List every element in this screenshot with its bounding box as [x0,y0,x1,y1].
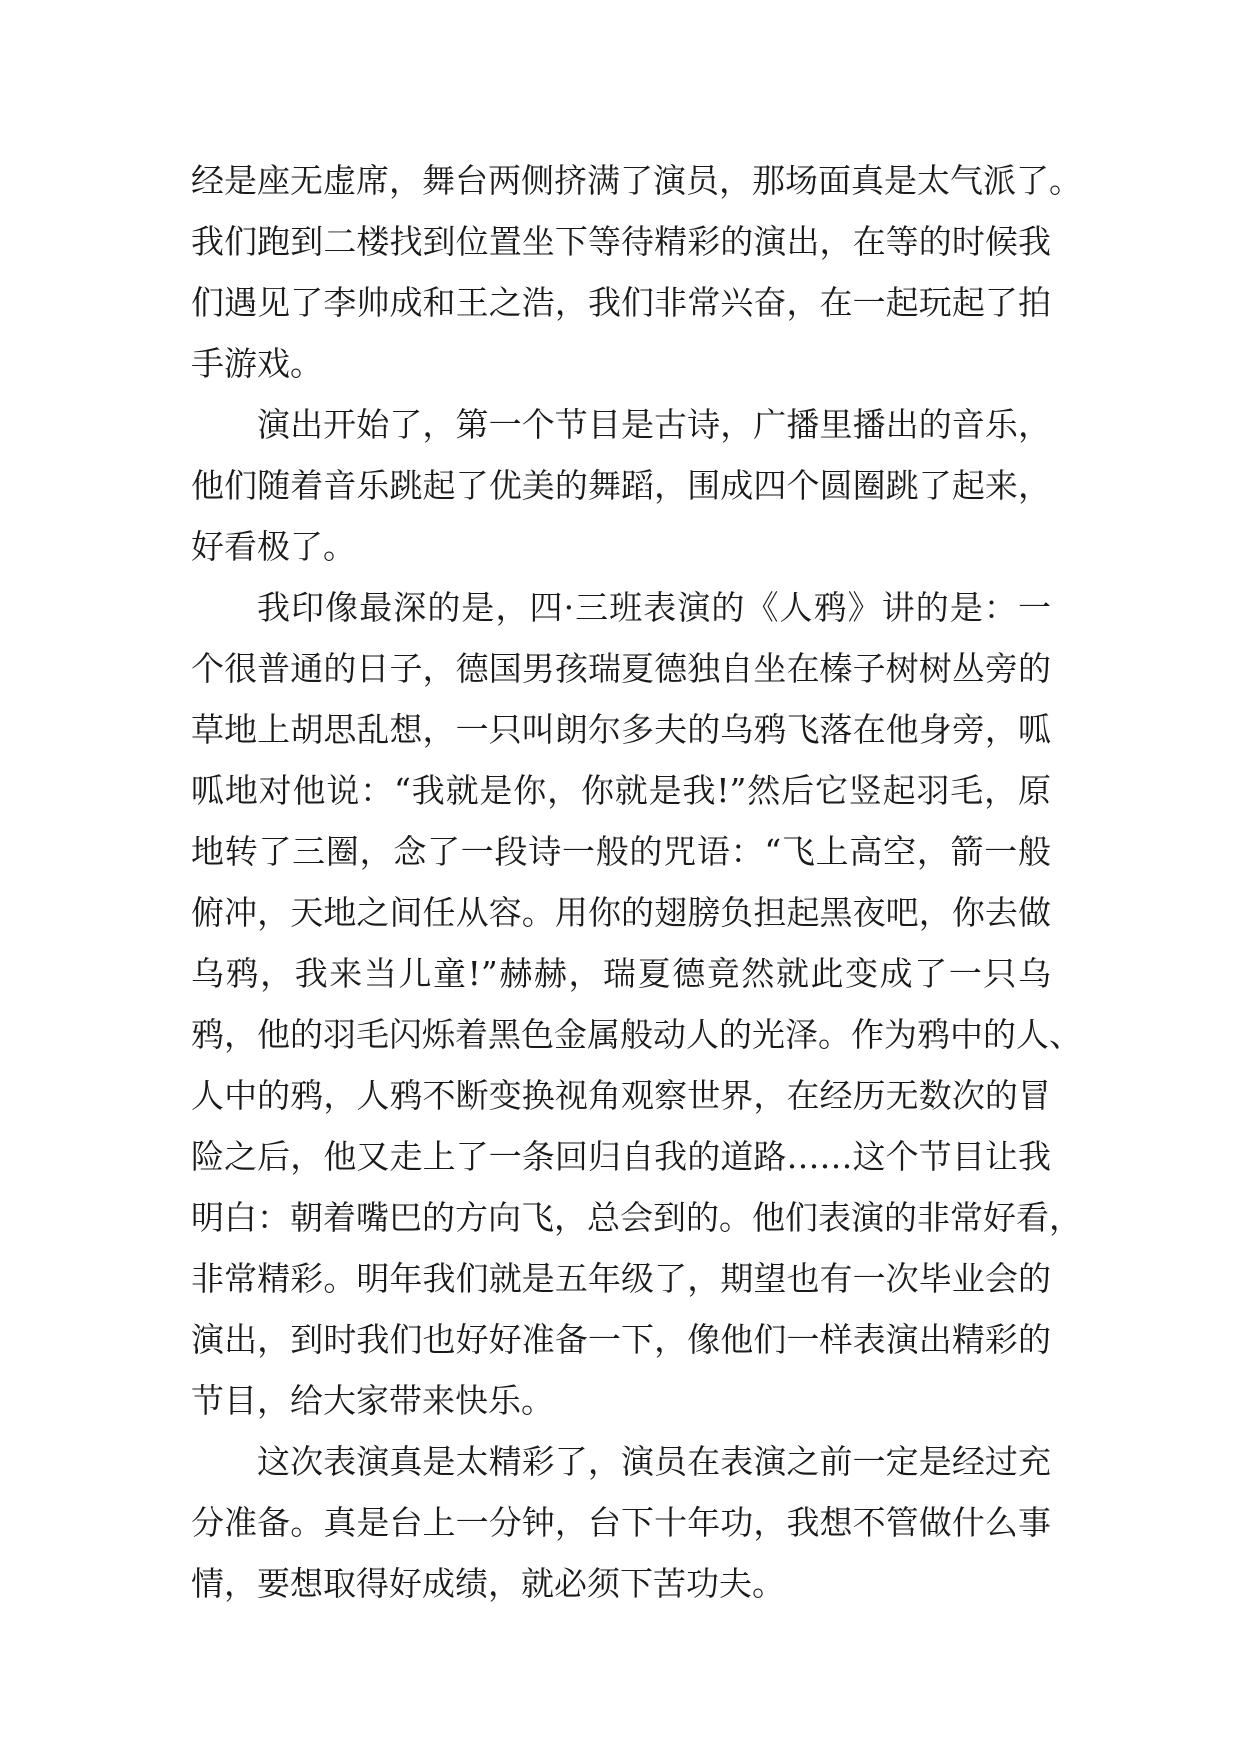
text-line: 我印像最深的是，四·三班表演的《人鸦》讲的是：一 [257,588,1051,627]
text-line: 鸦，他的羽毛闪烁着黑色金属般动人的光泽。作为鸦中的人、 [191,1015,1082,1054]
text-line: 个很普通的日子，德国男孩瑞夏德独自坐在榛子树树丛旁的 [191,649,1051,688]
paragraph-1 [191,150,1082,394]
text-line: 人中的鸦，人鸦不断变换视角观察世界，在经历无数次的冒 [191,1076,1051,1115]
text-line: 他们随着音乐跳起了优美的舞蹈，围成四个圆圈跳了起来， [191,466,1051,505]
text-line: 这次表演真是太精彩了，演员在表演之前一定是经过充 [257,1442,1051,1481]
text-line: 经是座无虚席，舞台两侧挤满了演员，那场面真是太气派了。 [191,161,1082,200]
text-line: 分准备。真是台上一分钟，台下十年功，我想不管做什么事 [191,1503,1051,1542]
text-line: 情，要想取得好成绩，就必须下苦功夫。 [191,1564,785,1603]
text-line: 们遇见了李帅成和王之浩，我们非常兴奋，在一起玩起了拍 [191,283,1051,322]
text-line: 地转了三圈，念了一段诗一般的咒语：“飞上高空，箭一般 [191,832,1051,871]
text-line: 好看极了。 [191,527,356,566]
text-line: 演出开始了，第一个节目是古诗，广播里播出的音乐， [257,405,1051,444]
text-line: 我们跑到二楼找到位置坐下等待精彩的演出，在等的时候我 [191,222,1051,261]
text-line: 手游戏。 [191,344,323,383]
body-text [191,150,1082,1614]
text-line: 节目，给大家带来快乐。 [191,1381,554,1420]
text-line: 呱地对他说：“我就是你，你就是我!”然后它竖起羽毛，原 [191,771,1051,810]
paragraph-4 [191,1431,1051,1614]
text-line: 乌鸦，我来当儿童!”赫赫，瑞夏德竟然就此变成了一只乌 [191,954,1051,993]
text-line: 险之后，他又走上了一条回归自我的道路……这个节目让我 [191,1137,1051,1176]
text-line: 明白：朝着嘴巴的方向飞，总会到的。他们表演的非常好看， [191,1198,1082,1237]
text-line: 草地上胡思乱想，一只叫朗尔多夫的乌鸦飞落在他身旁，呱 [191,710,1051,749]
paragraph-2 [191,394,1051,577]
paragraph-3 [191,577,1082,1431]
text-line: 俯冲，天地之间任从容。用你的翅膀负担起黑夜吧，你去做 [191,893,1051,932]
text-line: 演出，到时我们也好好准备一下，像他们一样表演出精彩的 [191,1320,1051,1359]
text-line: 非常精彩。明年我们就是五年级了，期望也有一次毕业会的 [191,1259,1051,1298]
